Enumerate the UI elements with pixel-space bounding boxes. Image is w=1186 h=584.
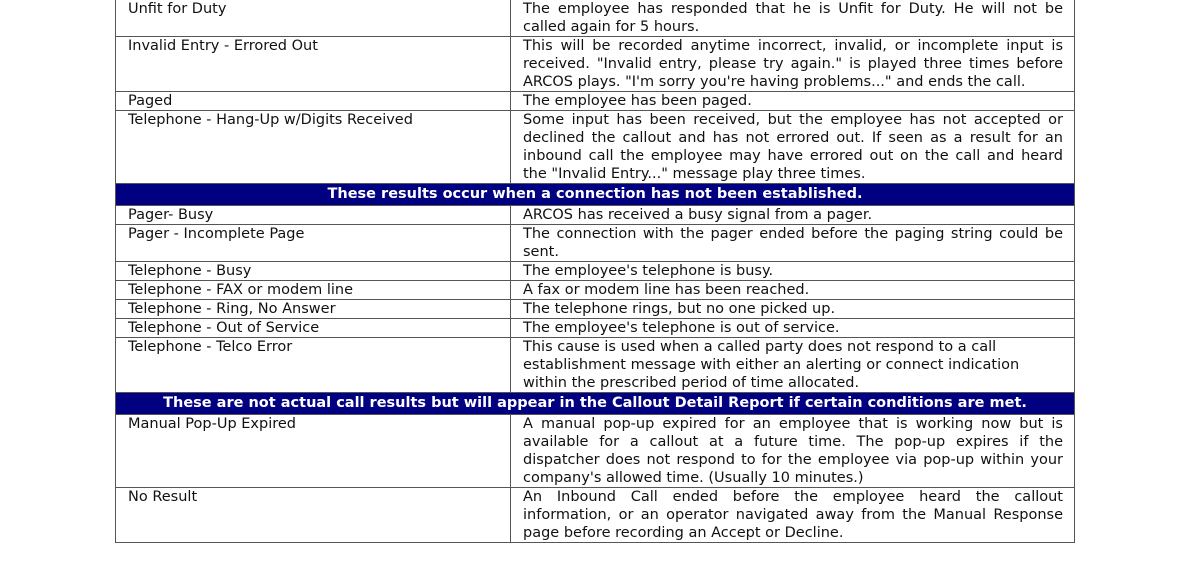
table-row — [116, 415, 1075, 488]
result-description: The employee's telephone is busy. — [511, 262, 1075, 281]
result-term: Paged — [116, 92, 511, 111]
result-term: Telephone - Busy — [116, 262, 511, 281]
result-description: This cause is used when a called party does not respond to a call establishment message with either an alerting or connect indication within the prescribed period of time allocated. — [511, 338, 1075, 393]
table-row — [116, 111, 1075, 184]
result-description: This will be recorded anytime incorrect, invalid, or incomplete input is received. "Invalid entry, please try again." is played three times before ARCOS plays. "I'm sorry you're having problems..." and ends the call. — [511, 37, 1075, 92]
result-term: Telephone - Ring, No Answer — [116, 300, 511, 319]
result-term: No Result — [116, 488, 511, 543]
table-row — [116, 300, 1075, 319]
result-description: The employee has been paged. — [511, 92, 1075, 111]
table-row — [116, 0, 1075, 37]
table-row — [116, 488, 1075, 543]
result-term: Manual Pop-Up Expired — [116, 415, 511, 488]
section-header: These are not actual call results but will appear in the Callout Detail Report if certain conditions are met. — [116, 393, 1075, 415]
result-term: Invalid Entry - Errored Out — [116, 37, 511, 92]
table-row — [116, 206, 1075, 225]
table-row — [116, 262, 1075, 281]
table-row — [116, 281, 1075, 300]
result-description: ARCOS has received a busy signal from a pager. — [511, 206, 1075, 225]
result-description: A manual pop-up expired for an employee that is working now but is available for a callout at a future time. The pop-up expires if the dispatcher does not respond to for the employee via pop-up within your company's allowed time. (Usually 10 minutes.) — [511, 415, 1075, 488]
result-description: The connection with the pager ended before the paging string could be sent. — [511, 225, 1075, 262]
result-term: Telephone - Hang-Up w/Digits Received — [116, 111, 511, 184]
result-description: Some input has been received, but the employee has not accepted or declined the callout and has not errored out. If seen as a result for an inbound call the employee may have errored out on the call and heard the "Invalid Entry..." message play three times. — [511, 111, 1075, 184]
result-description: The telephone rings, but no one picked up. — [511, 300, 1075, 319]
result-term: Telephone - FAX or modem line — [116, 281, 511, 300]
table-row — [116, 319, 1075, 338]
table-row — [116, 338, 1075, 393]
result-term: Telephone - Telco Error — [116, 338, 511, 393]
result-description: The employee's telephone is out of service. — [511, 319, 1075, 338]
call-results-table — [115, 0, 1075, 543]
result-description: The employee has responded that he is Unfit for Duty. He will not be called again for 5 hours. — [511, 0, 1075, 37]
table-row — [116, 225, 1075, 262]
section-header-row — [116, 393, 1075, 415]
result-description: A fax or modem line has been reached. — [511, 281, 1075, 300]
result-term: Pager- Busy — [116, 206, 511, 225]
section-header: These results occur when a connection has not been established. — [116, 184, 1075, 206]
result-description: An Inbound Call ended before the employee heard the callout information, or an operator navigated away from the Manual Response page before recording an Accept or Decline. — [511, 488, 1075, 543]
section-header-row — [116, 184, 1075, 206]
result-term: Telephone - Out of Service — [116, 319, 511, 338]
result-term: Unfit for Duty — [116, 0, 511, 37]
table-row — [116, 92, 1075, 111]
table-row — [116, 37, 1075, 92]
call-results-table-body — [116, 0, 1075, 543]
result-term: Pager - Incomplete Page — [116, 225, 511, 262]
